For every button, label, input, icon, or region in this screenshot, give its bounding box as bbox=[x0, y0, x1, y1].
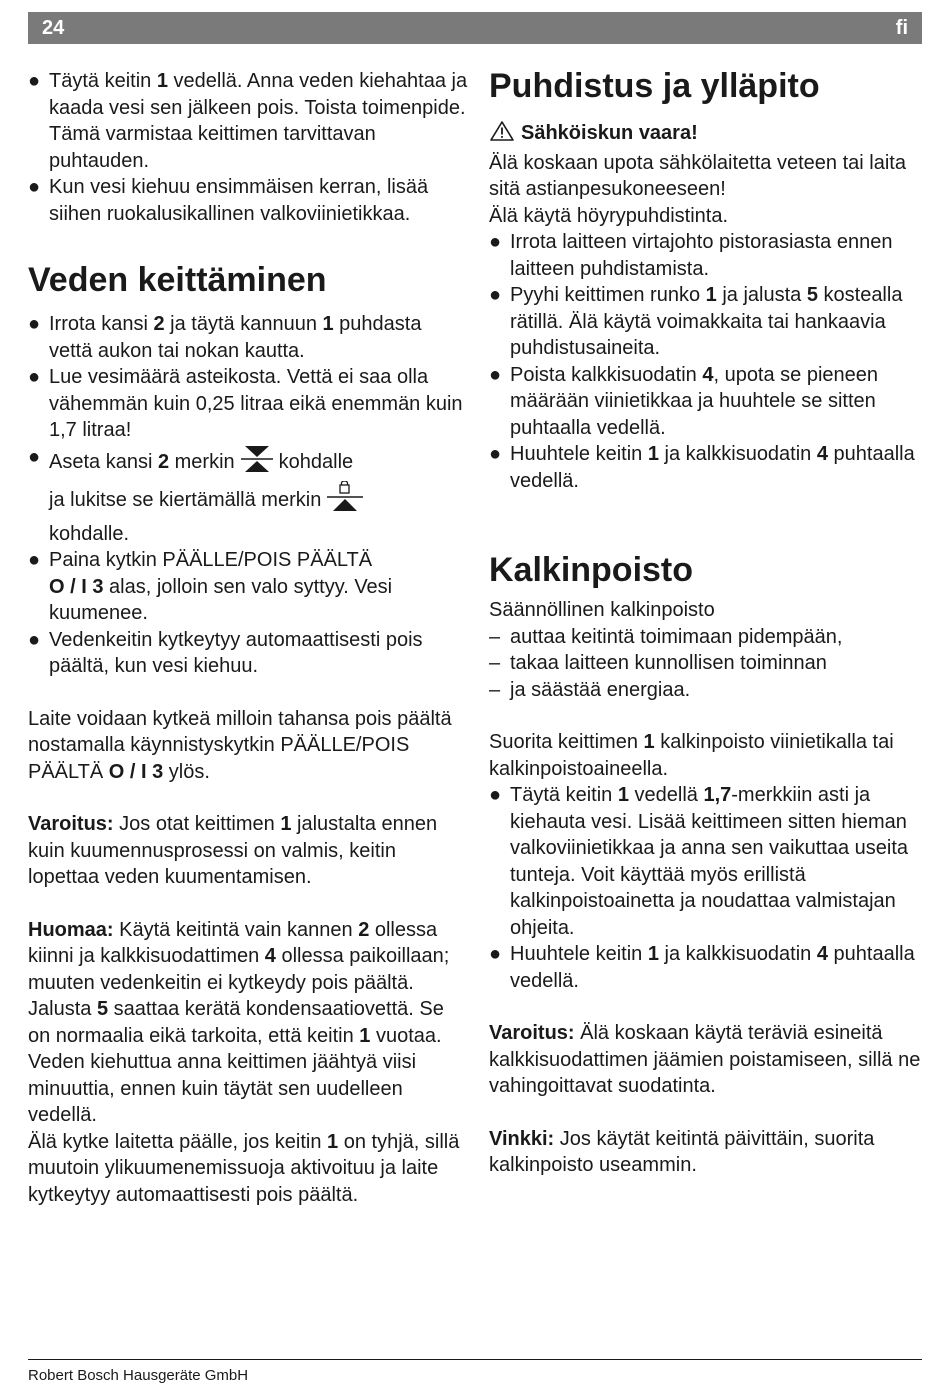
list-item: ● Huuhtele keitin 1 ja kalkkisuodatin 4 puhtaalla vedellä. bbox=[489, 443, 915, 492]
descaling-tip: Vinkki: Jos käytät keitintä päivittäin, suorita kalkinpoisto useammin. bbox=[489, 1127, 875, 1176]
list-item: – ja säästää energiaa. bbox=[489, 678, 691, 701]
descaling-warning: Varoitus: Älä koskaan käytä teräviä esineitä kalkkisuodattimen jäämien poistamiseen, sillä ne vahingoittavat suodatinta. bbox=[489, 1022, 921, 1097]
bullet: ● bbox=[28, 70, 41, 92]
list-item: ● Paina kytkin PÄÄLLE/POIS PÄÄLTÄ O / I 3 alas, jolloin sen valo syttyy. Vesi kuumenee. bbox=[28, 549, 393, 624]
list-item: ● Irrota kansi 2 ja täytä kannuun 1 puhdasta vettä aukon tai nokan kautta. bbox=[28, 313, 422, 362]
descaling-steps-list bbox=[489, 782, 929, 994]
page-header-bar bbox=[28, 12, 922, 44]
cleaning-steps-list bbox=[489, 229, 929, 494]
note-paragraph-2: Jalusta 5 saattaa kerätä kondensaatiovettä. Se on normaalia eikä tarkoita, että keitin 1 vuotaa. bbox=[28, 998, 444, 1047]
section-heading-descaling: Kalkinpoisto bbox=[489, 551, 694, 589]
right-column bbox=[489, 66, 929, 1179]
danger-text-2: Älä käytä höyrypuhdistinta. bbox=[489, 204, 729, 227]
list-item: ● Kun vesi kiehuu ensimmäisen kerran, lisää siihen ruokalusikallinen valkoviinietikkaa. bbox=[28, 176, 429, 225]
descaling-benefits-list bbox=[489, 624, 929, 704]
list-item: ● Poista kalkkisuodatin 4, upota se pieneen määrään viinietikkaa ja huuhtele se sitten puhtaalla vedellä. bbox=[489, 363, 879, 439]
descaling-paragraph: Suorita keittimen 1 kalkinpoisto viinietikalla tai kalkinpoistoaineella. bbox=[489, 731, 894, 780]
descaling-intro: Säännöllinen kalkinpoisto bbox=[489, 599, 715, 621]
left-column bbox=[28, 68, 468, 1208]
lid-lock-symbol-icon bbox=[325, 481, 365, 521]
list-item: ● Huuhtele keitin 1 ja kalkkisuodatin 4 puhtaalla vedellä. bbox=[489, 943, 915, 992]
switch-off-paragraph: Laite voidaan kytkeä milloin tahansa pois päältä nostamalla käynnistyskytkin PÄÄLLE/POIS PÄÄLTÄ O / I 3 ylös. bbox=[28, 707, 452, 783]
list-item: ● Täytä keitin 1 vedellä. Anna veden kiehahtaa ja kaada vesi sen jälkeen pois. Toista toimenpide. Tämä varmistaa keittimen tarvittavan puhtauden. bbox=[28, 70, 468, 172]
list-item: ● Irrota laitteen virtajohto pistorasiasta ennen laitteen puhdistamista. bbox=[489, 231, 893, 280]
warning-paragraph: Varoitus: Jos otat keittimen 1 jalustalta ennen kuin kuumennusprosessi on valmis, keitin lopettaa veden kuumentamisen. bbox=[28, 813, 438, 888]
list-item: ● Lue vesimäärä asteikosta. Vettä ei saa olla vähemmän kuin 0,25 litraa eikä enemmän kuin 1,7 litraa! bbox=[28, 366, 463, 441]
list-item: ● Aseta kansi 2 merkin kohdalle ja lukitse se kiertämällä merkin kohdalle. bbox=[28, 444, 468, 548]
bullet: ● bbox=[28, 176, 41, 198]
boiling-steps-list bbox=[28, 311, 468, 680]
list-item: ● Täytä keitin 1 vedellä 1,7-merkkiin asti ja kiehauta vesi. Lisää keittimeen sitten hieman valkoviinietikkaa ja anna sen vaikuttaa useita tunteja. Voit käyttää myös erillistä kalkinpoistoainetta ja noudattaa valmistajan ohjeita. bbox=[489, 784, 909, 939]
footer-divider bbox=[28, 1359, 922, 1360]
note-paragraph-4: Älä kytke laitetta päälle, jos keitin 1 on tyhjä, sillä muutoin ylikuumenemissuoja aktivoituu ja laite kytkeytyy automaattisesti pois päältä. bbox=[28, 1130, 460, 1206]
list-item: ● Pyyhi keittimen runko 1 ja jalusta 5 kostealla rätillä. Älä käytä voimakkaita tai hankaavia puhdistusaineita. bbox=[489, 284, 903, 359]
list-item: ● Vedenkeitin kytkeytyy automaattisesti pois päältä, kun vesi kiehuu. bbox=[28, 628, 423, 677]
page-number: 24 bbox=[42, 17, 65, 39]
danger-title: Sähköiskun vaara! bbox=[489, 120, 929, 150]
list-item: – auttaa keitintä toimimaan pidempään, bbox=[489, 625, 843, 648]
language-code: fi bbox=[895, 17, 908, 39]
lid-align-symbol-icon bbox=[239, 444, 275, 482]
footer-company: Robert Bosch Hausgeräte GmbH bbox=[28, 1367, 249, 1384]
intro-list bbox=[28, 68, 468, 227]
list-item: – takaa laitteen kunnollisen toiminnan bbox=[489, 652, 827, 674]
warning-triangle-icon bbox=[489, 120, 515, 150]
note-paragraph-3: Veden kiehuttua anna keittimen jäähtyä viisi minuuttia, ennen kuin täytät sen uudelleen vedellä. bbox=[28, 1051, 417, 1126]
note-paragraph: Huomaa: Käytä keitintä vain kannen 2 ollessa kiinni ja kalkkisuodattimen 4 ollessa paikoillaan; muuten vedenkeitin ei kytkeydy pois päältä. bbox=[28, 918, 450, 994]
section-heading-boiling: Veden keittäminen bbox=[28, 261, 327, 299]
section-heading-cleaning: Puhdistus ja ylläpito bbox=[489, 67, 820, 105]
danger-text-1: Älä koskaan upota sähkölaitetta veteen tai laita sitä astianpesukoneeseen! bbox=[489, 151, 906, 200]
